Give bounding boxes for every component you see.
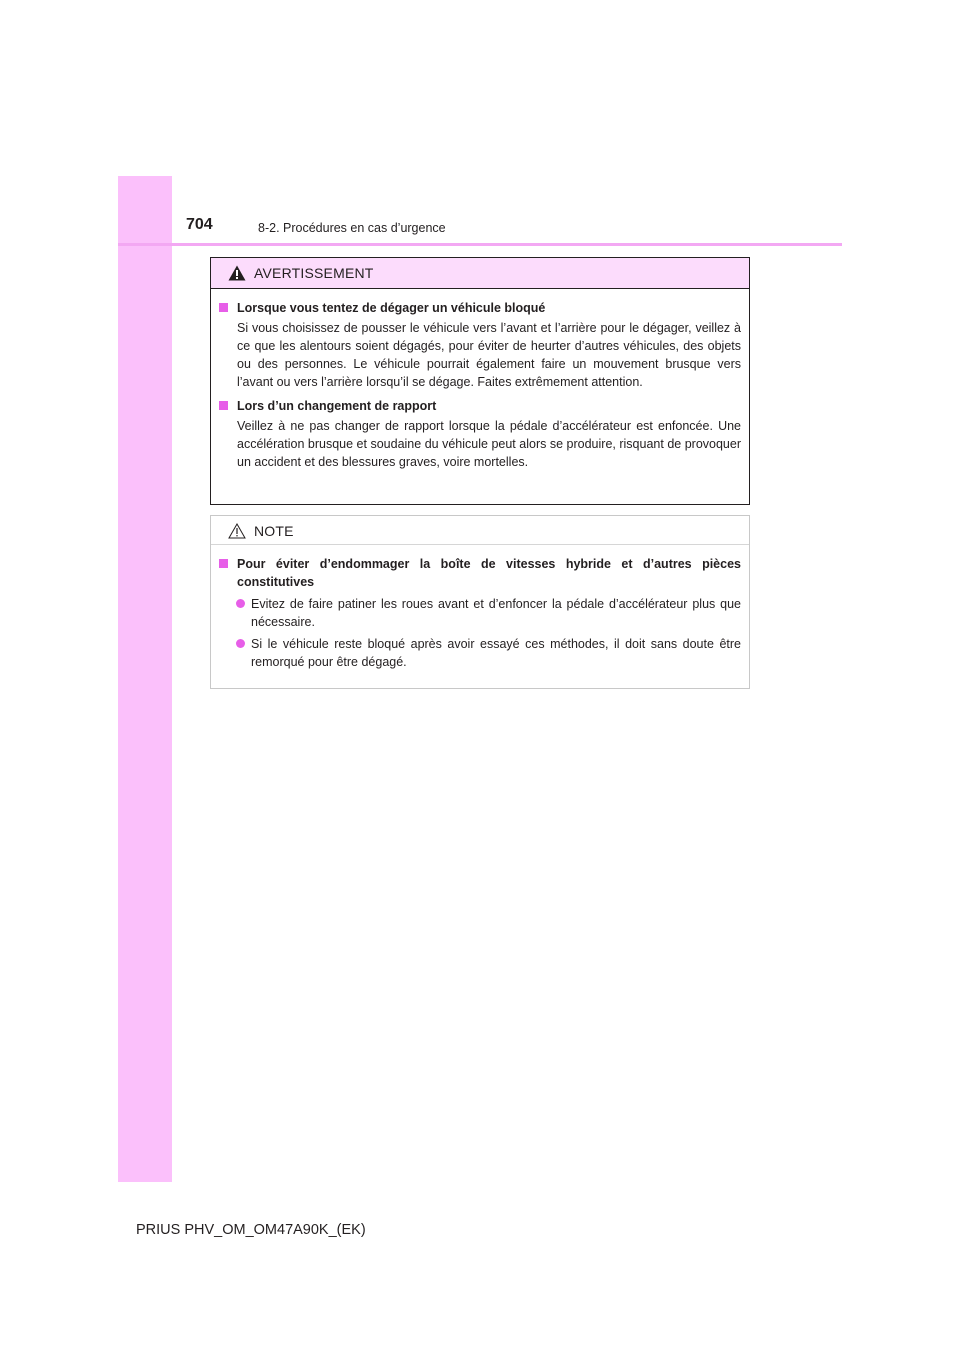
document-code: PRIUS PHV_OM_OM47A90K_(EK) (136, 1222, 366, 1238)
note-bullet-item (219, 595, 741, 631)
note-box (210, 515, 750, 689)
warning-item-text: Si vous choisissez de pousser le véhicule vers l’avant et l’arrière pour le dégager, veillez à ce que les alentours soient dégagés, pour éviter de heurter d’autres véhicules, des objets ou des personnes. Le véhicule pourrait également faire un mouvement brusque vers l’avant ou vers l’arrière lorsqu’il se dégage. Faites extrêmement attention. (237, 321, 741, 389)
square-bullet-icon (219, 401, 228, 410)
warning-triangle-icon (228, 265, 246, 281)
square-bullet-icon (219, 303, 228, 312)
page-number: 704 (186, 216, 213, 233)
header-rule (118, 243, 842, 246)
note-box-header (211, 516, 749, 545)
square-bullet-icon (219, 559, 228, 568)
warning-box-body (211, 289, 749, 471)
note-box-title: NOTE (254, 523, 294, 539)
warning-item-heading (219, 299, 741, 317)
warning-item-heading-text: Lorsque vous tentez de dégager un véhicule bloqué (237, 301, 546, 315)
warning-item-heading (219, 397, 741, 415)
warning-box (210, 257, 750, 505)
note-box-body (211, 545, 749, 671)
section-title: 8-2. Procédures en cas d’urgence (258, 221, 446, 235)
note-bullet-text: Evitez de faire patiner les roues avant et d’enfoncer la pédale d’accélérateur plus que nécessaire. (251, 597, 741, 629)
warning-item-heading-text: Lors d’un changement de rapport (237, 399, 437, 413)
note-bullet-item (219, 635, 741, 671)
caution-triangle-icon (228, 523, 246, 539)
side-band (118, 176, 172, 1182)
warning-box-header (211, 258, 749, 289)
warning-box-title: AVERTISSEMENT (254, 265, 374, 281)
warning-item-text: Veillez à ne pas changer de rapport lorsque la pédale d’accélérateur est enfoncée. Une accélération brusque et soudaine du véhicule peut alors se produire, risquant de provoquer un accident et des blessures graves, voire mortelles. (237, 419, 741, 469)
round-bullet-icon (236, 639, 245, 648)
round-bullet-icon (236, 599, 245, 608)
note-bullet-text: Si le véhicule reste bloqué après avoir essayé ces méthodes, il doit sans doute être remorqué pour être dégagé. (251, 637, 741, 669)
note-heading (219, 555, 741, 591)
note-heading-text: Pour éviter d’endommager la boîte de vitesses hybride et d’autres pièces constitutives (237, 557, 741, 589)
